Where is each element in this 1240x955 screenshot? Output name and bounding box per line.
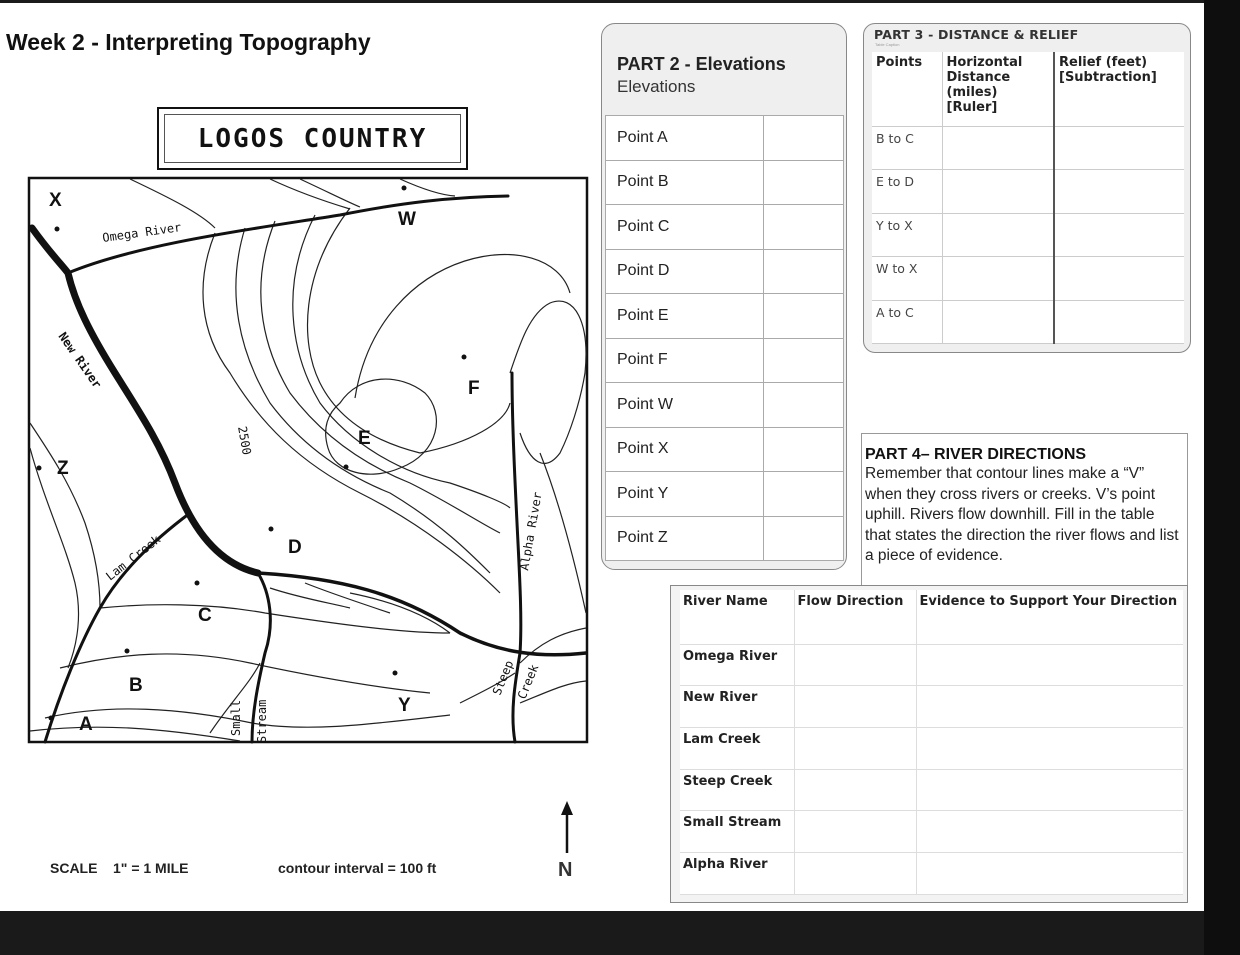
elevation-input-cell[interactable] <box>764 249 844 294</box>
points-pair: Y to X <box>872 213 942 257</box>
elevations-table <box>605 115 844 561</box>
map-point-d: D <box>288 537 302 558</box>
points-pair: W to X <box>872 257 942 301</box>
table-row <box>872 213 1184 257</box>
evidence-input-cell[interactable] <box>916 686 1183 728</box>
window-bottom-bar <box>0 911 1204 955</box>
table-row <box>680 811 1183 853</box>
map-point-e: E <box>358 428 371 449</box>
table-row <box>606 294 844 339</box>
flow-direction-input-cell[interactable] <box>794 811 916 853</box>
table-row <box>606 338 844 383</box>
table-row <box>680 644 1183 686</box>
distance-input-cell[interactable] <box>942 213 1054 257</box>
part2-elevations-panel <box>601 23 847 570</box>
distance-input-cell[interactable] <box>942 126 1054 170</box>
distance-input-cell[interactable] <box>942 170 1054 214</box>
lam-creek-label: Lam Creek <box>103 532 164 584</box>
creek-label: Creek <box>514 662 542 702</box>
map-title: LOGOS COUNTRY <box>164 114 461 163</box>
map-point-f: F <box>468 378 480 399</box>
elevation-input-cell[interactable] <box>764 116 844 161</box>
part4-instructions: Remember that contour lines make a “V” when they cross rivers or creeks. V’s point uphill. Rivers flow downhill. Fill in the table that states the direction the river flows and list a piece of evidence. <box>865 465 1179 564</box>
elevation-input-cell[interactable] <box>764 160 844 205</box>
part3-caption: PART 3 - DISTANCE & RELIEF <box>874 27 1079 42</box>
distance-input-cell[interactable] <box>942 257 1054 301</box>
point-label: Point W <box>606 383 764 428</box>
part4-heading: PART 4– RIVER DIRECTIONS <box>865 446 1087 463</box>
point-label: Point F <box>606 338 764 383</box>
flow-direction-input-cell[interactable] <box>794 686 916 728</box>
map-point-c: C <box>198 605 212 626</box>
part2-heading: PART 2 - Elevations <box>617 54 786 74</box>
river-name: Omega River <box>680 644 794 686</box>
evidence-input-cell[interactable] <box>916 727 1183 769</box>
table-header-row <box>872 52 1184 126</box>
river-directions-table <box>680 590 1183 895</box>
river-name: Small Stream <box>680 811 794 853</box>
alpha-river-label: Alpha River <box>517 490 545 572</box>
contour-elevation-label: 2500 <box>235 425 254 456</box>
point-label: Point D <box>606 249 764 294</box>
north-label: N <box>558 859 573 881</box>
map-scale: SCALE 1" = 1 MILE <box>50 860 189 876</box>
flow-direction-input-cell[interactable] <box>794 769 916 811</box>
table-row <box>872 126 1184 170</box>
steep-label: Steep <box>489 658 517 698</box>
part3-tiny-note: Table Caption <box>875 42 900 47</box>
stream-label: Stream <box>255 699 269 743</box>
point-label: Point A <box>606 116 764 161</box>
relief-input-cell[interactable] <box>1054 126 1184 170</box>
table-row <box>606 160 844 205</box>
table-row <box>680 686 1183 728</box>
part2-subheading: Elevations <box>617 77 696 96</box>
point-label: Point Z <box>606 516 764 561</box>
table-row <box>872 257 1184 301</box>
flow-direction-input-cell[interactable] <box>794 852 916 894</box>
points-pair: B to C <box>872 126 942 170</box>
distance-input-cell[interactable] <box>942 300 1054 344</box>
north-arrow-icon <box>561 801 573 853</box>
column-header: Relief (feet) [Subtraction] <box>1054 52 1184 126</box>
column-header: Points <box>872 52 942 126</box>
river-name: Lam Creek <box>680 727 794 769</box>
elevation-input-cell[interactable] <box>764 338 844 383</box>
table-row <box>606 249 844 294</box>
elevation-input-cell[interactable] <box>764 516 844 561</box>
worksheet-title: Week 2 - Interpreting Topography <box>6 29 371 55</box>
contour-interval: contour interval = 100 ft <box>278 860 437 876</box>
table-row <box>680 769 1183 811</box>
table-row <box>606 383 844 428</box>
part3-distance-relief-panel <box>863 23 1191 353</box>
river-name: Steep Creek <box>680 769 794 811</box>
relief-input-cell[interactable] <box>1054 170 1184 214</box>
flow-direction-input-cell[interactable] <box>794 644 916 686</box>
elevation-input-cell[interactable] <box>764 294 844 339</box>
map-point-a: A <box>79 714 93 735</box>
elevation-input-cell[interactable] <box>764 427 844 472</box>
window-right-edge <box>1204 0 1240 955</box>
river-name: New River <box>680 686 794 728</box>
part4-instructions-box <box>861 433 1188 593</box>
table-row <box>872 170 1184 214</box>
river-name: Alpha River <box>680 852 794 894</box>
relief-input-cell[interactable] <box>1054 257 1184 301</box>
evidence-input-cell[interactable] <box>916 811 1183 853</box>
point-label: Point X <box>606 427 764 472</box>
new-river-label: New River <box>55 329 105 391</box>
evidence-input-cell[interactable] <box>916 852 1183 894</box>
distance-relief-table <box>872 52 1184 344</box>
table-row <box>606 205 844 250</box>
table-row <box>606 516 844 561</box>
map-point-y: Y <box>398 695 411 716</box>
point-label: Point C <box>606 205 764 250</box>
table-row <box>606 472 844 517</box>
small-label: Small <box>229 699 243 736</box>
column-header: Horizontal Distance (miles) [Ruler] <box>942 52 1054 126</box>
point-label: Point Y <box>606 472 764 517</box>
flow-direction-input-cell[interactable] <box>794 727 916 769</box>
points-pair: A to C <box>872 300 942 344</box>
omega-river-label: Omega River <box>101 220 183 245</box>
map-point-b: B <box>129 675 143 696</box>
table-row <box>680 727 1183 769</box>
elevation-input-cell[interactable] <box>764 383 844 428</box>
river-directions-table-frame <box>670 585 1188 903</box>
evidence-input-cell[interactable] <box>916 644 1183 686</box>
points-pair: E to D <box>872 170 942 214</box>
map-point-x: X <box>49 190 62 211</box>
map-title-box <box>157 107 468 170</box>
point-label: Point B <box>606 160 764 205</box>
column-header: Flow Direction <box>794 590 916 644</box>
relief-input-cell[interactable] <box>1054 300 1184 344</box>
evidence-input-cell[interactable] <box>916 769 1183 811</box>
elevation-input-cell[interactable] <box>764 472 844 517</box>
relief-input-cell[interactable] <box>1054 213 1184 257</box>
worksheet-page <box>0 3 1204 911</box>
map-point-z: Z <box>57 458 69 479</box>
table-row <box>680 852 1183 894</box>
table-row <box>606 427 844 472</box>
map-point-w: W <box>398 209 416 230</box>
column-header: Evidence to Support Your Direction <box>916 590 1183 644</box>
table-header-row <box>680 590 1183 644</box>
elevation-input-cell[interactable] <box>764 205 844 250</box>
point-label: Point E <box>606 294 764 339</box>
table-row <box>606 116 844 161</box>
column-header: River Name <box>680 590 794 644</box>
table-row <box>872 300 1184 344</box>
